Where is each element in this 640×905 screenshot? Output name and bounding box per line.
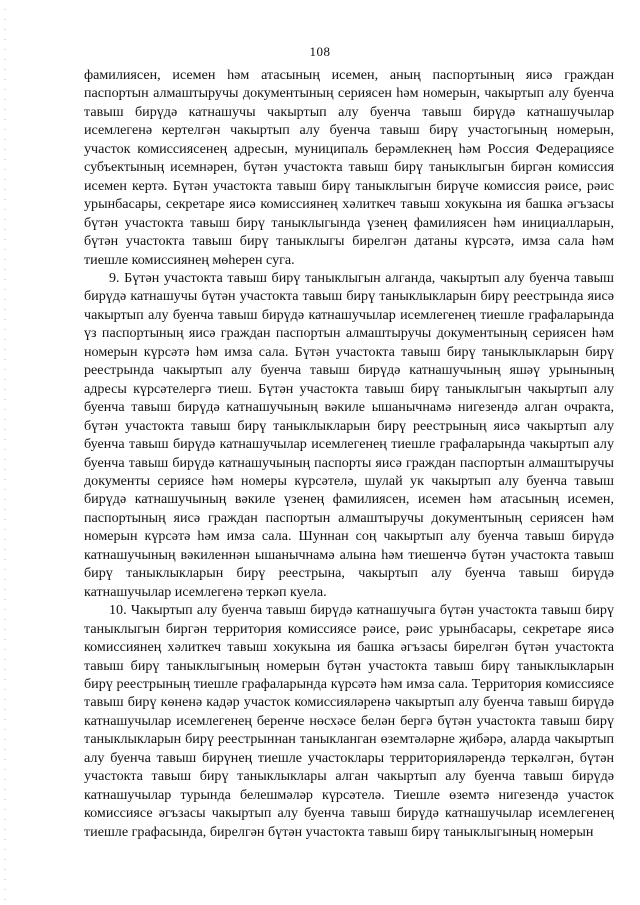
scan-margin-mark xyxy=(4,0,6,905)
document-body xyxy=(84,66,614,841)
paragraph-item-9: 9. Бүтән участокта тавыш бирү таныклыгын алганда, чакыртып алу буенча тавыш бирүдә катнашучы бүтән участокта тавыш бирү таныклыкларын бирү реестрында яисә чакыртып алу буенча тавыш бирүдә катнашучылар исемлегенең тиешле графаларында үз паспортының яисә граждан паспортын алмаштыручы документының сериясен һәм номерын күрсәтә һәм имза сала. Бүтән участокта тавыш бирү таныклыкларын бирү реестрында чакыртып алу буенча тавыш бирүдә катнашучының яшәү урынының адресы күрсәтелергә тиеш. Бүтән участокта тавыш бирү таныклыгын чакыртып алу буенча тавыш бирүдә катнашучының вәкиле ышанычнамә нигезендә алган очракта, бүтән участокта тавыш бирү таныклыкларын бирү реестрының яисә чакыртып алу буенча тавыш бирүдә катнашучылар исемлегенең тиешле графаларында чакыртып алу буенча тавыш бирүдә катнашучының паспорты яисә граждан паспортын алмаштыручы документы сериясе һәм номеры күрсәтелә, шулай ук чакыртып алу буенча тавыш бирүдә катнашучының вәкиле үзенең фамилиясен, исемен һәм атасының исемен, паспортының яисә граждан паспортын алмаштыручы документының сериясен һәм номерын күрсәтә һәм имза сала. Шуннан соң чакыртып алу буенча тавыш бирүдә катнашучының вәкиленнән ышанычнамә алына һәм тиешенчә бүтән участокта тавыш бирү таныклыкларын бирү реестрына, чакыртып алу буенча тавыш бирүдә катнашучылар исемлегенә теркәп куела. xyxy=(84,269,614,600)
paragraph-continuation: фамилиясен, исемен һәм атасының исемен, аның паспортының яисә граждан паспортын алмаштыручы документының сериясен һәм номерын, чакыртып алу буенча тавыш бирүдә катнашучы чакыртып алу буенча тавыш бирүдә катнашучылар исемлегенә кертелгән чакыртып алу буенча тавыш бирү участогының номерын, участок комиссиясенең адресын, муниципаль берәмлекнең һәм Россия Федерациясе субъектының исемнәрен, бүтән участокта тавыш бирү таныклыгын биргән комиссия исемен кертә. Бүтән участокта тавыш бирү таныклыгын бирүче комиссия рәисе, рәис урынбасары, секретаре яисә комиссиянең хәлиткеч тавыш хокукына ия башка әгъзасы бүтән участокта тавыш бирү таныклыгында үзенең фамилиясен һәм инициалларын, бүтән участокта тавыш бирү таныклыгы бирелгән датаны күрсәтә, имза сала һәм тиешле комиссиянең мөһерен суга. xyxy=(84,67,614,268)
page-number: 108 xyxy=(309,44,331,59)
paragraph-item-10: 10. Чакыртып алу буенча тавыш бирүдә катнашучыга бүтән участокта тавыш бирү таныклыгын биргән территория комиссиясе рәисе, рәис урынбасары, секретаре яисә комиссиянең хәлиткеч тавыш хокукына ия башка әгъзасы бирелгән бүтән участокта тавыш бирү таныклыгының номерын бүтән участокта тавыш бирү таныклыкларын бирү реестрының тиешле графаларында күрсәтә һәм имза сала. Территория комиссиясе тавыш бирү көненә кадәр участок комиссияләренә чакыртып алу буенча тавыш бирүдә катнашучылар исемлегенең беренче нөсхәсе белән бергә бүтән участокта тавыш бирү таныклыкларын бирү реестрыннан таныкланган өземтәләрне җибәрә, аларда чакыртып алу буенча тавыш бирүнең тиешле участоклары территорияләрендә теркәлгән, бүтән участокта тавыш бирү таныклыклары алган чакыртып алу буенча тавыш бирүдә катнашучылар турында белешмәләр күрсәтелә. Тиешле өземтә нигезендә участок комиссиясе әгъзасы чакыртып алу буенча тавыш бирүдә катнашучылар исемлегенең тиешле графасында, бирелгән бүтән участокта тавыш бирү таныклыгының номерын xyxy=(84,602,614,840)
